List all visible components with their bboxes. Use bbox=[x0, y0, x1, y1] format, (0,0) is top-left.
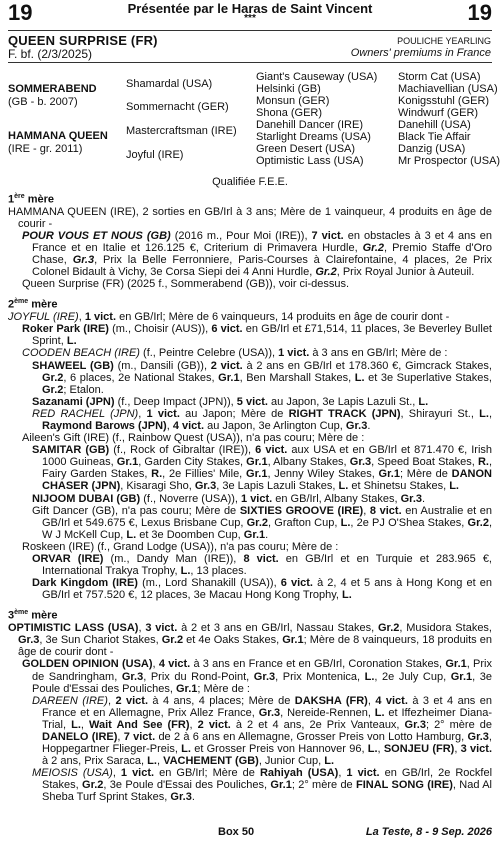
paragraph: SHAWEEL (GB) (m., Dansili (GB)), 2 vict. à 2 ans en GB/Irl et 178.360 €, Gimcrack Stakes, Gr.2, 6 places, 2e National Stakes, Gr.1, Ben Marshall Stakes, L. et 3e Superlative Stakes, Gr.2; Etalon. bbox=[32, 359, 492, 396]
ped-g3: Danehill Dancer (IRE) bbox=[256, 119, 363, 131]
dam-name: HAMMANA QUEEN bbox=[8, 130, 108, 142]
ped-g3: Helsinki (GB) bbox=[256, 83, 321, 95]
lot-number-right: 19 bbox=[467, 0, 492, 25]
ped-g3: Shona (GER) bbox=[256, 107, 323, 119]
section-second-dam: 2ème mère bbox=[8, 298, 58, 312]
paragraph: GOLDEN OPINION (USA), 4 vict. à 3 ans en France et en GB/Irl, Coronation Stakes, Gr.1, Prix de Sandringham, Gr.3, Prix du Rond-Point, Gr.3, Prix Montenica, L., 2e July Cup, Gr.1, 3e Poule d'Essai des Pouliches, Gr.1; Mère de : bbox=[22, 658, 493, 695]
ped-g2: Shamardal (USA) bbox=[126, 78, 213, 90]
sale-category: POULICHE YEARLING bbox=[397, 36, 491, 46]
sire-name: SOMMERABEND bbox=[8, 83, 97, 95]
ped-g2: Joyful (IRE) bbox=[126, 149, 184, 161]
ped-g2: Mastercraftsman (IRE) bbox=[126, 125, 237, 137]
ped-g4: Machiavellian (USA) bbox=[398, 83, 498, 95]
paragraph: Roskeen (IRE) (f., Grand Lodge (USA)), n'a pas couru; Mère de : bbox=[22, 540, 339, 553]
ped-g3: Giant's Causeway (USA) bbox=[256, 71, 378, 83]
consignor-title: Présentée par le Haras de Saint Vincent bbox=[127, 1, 373, 16]
qualification-note: Qualifiée F.E.E. bbox=[212, 176, 288, 188]
paragraph: JOYFUL (IRE), 1 vict. en GB/Irl; Mère de 6 vainqueurs, 14 produits en âge de courir dont - bbox=[8, 311, 450, 324]
paragraph: Dark Kingdom (IRE) (m., Lord Shanakill (USA)), 6 vict. à 2, 4 et 5 ans à Hong Kong et en GB/Irl et 757.520 €, 12 places, 3e Macau Hong Kong Trophy, L. bbox=[32, 577, 492, 602]
owners-premiums: Owners' premiums in France bbox=[350, 47, 491, 59]
section-first-dam: 1ère mère bbox=[8, 193, 54, 206]
ped-g3: Starlight Dreams (USA) bbox=[256, 131, 371, 143]
box-number: Box 50 bbox=[218, 826, 255, 838]
section-third-dam: 3ème mère bbox=[8, 609, 58, 623]
paragraph: OPTIMISTIC LASS (USA), 3 vict. à 2 et 3 ans en GB/Irl, Nassau Stakes, Gr.2, Musidora Stakes, Gr.3, 3e Sun Chariot Stakes, Gr.2 et 4e Oaks Stakes, Gr.1; Mère de 8 vainqueurs, 18 produits en âge de courir dont - bbox=[8, 622, 492, 659]
paragraph: RED RACHEL (JPN), 1 vict. au Japon; Mère de RIGHT TRACK (JPN), Shirayuri St., L., Raymond Barows (JPN), 4 vict. au Japon, 3e Arlington Cup, Gr.3. bbox=[32, 407, 492, 432]
paragraph: NIJOOM DUBAI (GB) (f., Noverre (USA)), 1 vict. en GB/Irl, Albany Stakes, Gr.3. bbox=[32, 492, 426, 505]
ped-g4: Mr Prospector (USA) bbox=[398, 155, 500, 167]
paragraph: Sazanami (JPN) (f., Deep Impact (JPN)), 5 vict. au Japon, 3e Lapis Lazuli St., L. bbox=[32, 395, 429, 408]
paragraph: ORVAR (IRE) (m., Dandy Man (IRE)), 8 vict. en GB/Irl et en Turquie et 283.965 €, International Trakya Trophy, L., 13 places. bbox=[32, 553, 492, 578]
pedigree-rule bbox=[8, 62, 492, 63]
ped-g3: Monsun (GER) bbox=[256, 95, 330, 107]
rating-stars: *** bbox=[244, 13, 256, 24]
ped-g4: Black Tie Affair bbox=[398, 131, 471, 143]
header-rule bbox=[8, 30, 492, 31]
horse-info: F. bf. (2/3/2025) bbox=[8, 47, 93, 61]
ped-g4: Konigsstuhl (GER) bbox=[398, 95, 490, 107]
dam-info: (IRE - gr. 2011) bbox=[8, 143, 83, 155]
lot-number-left: 19 bbox=[8, 0, 33, 25]
sire-info: (GB - b. 2007) bbox=[8, 96, 78, 108]
paragraph: DAREEN (IRE), 2 vict. à 4 ans, 4 places; Mère de DAKSHA (FR), 4 vict. à 3 et 4 ans en France et en Allemagne, Prix Allez France, Gr.3, Nereide-Rennen, L. et Iffezheimer Diana-Trial, L., Wait And See (FR), 2 vict. à 2 et 4 ans, 2e Prix Vanteaux, Gr.3; 2° mère de DANELO (IRE), 7 vict. de 2 à 6 ans en Allemagne, Grosser Preis von Lotto Hamburg, Gr.3, Hoppegartner Flieger-Preis, L. et Grosser Preis von Hannover 96, L., SONJEU (FR), 3 vict. à 2 ans, Prix Saraca, L., VACHEMENT (GB), Junior Cup, L. bbox=[32, 694, 493, 768]
ped-g4: Storm Cat (USA) bbox=[398, 71, 481, 83]
ped-g3: Optimistic Lass (USA) bbox=[256, 155, 364, 167]
paragraph: HAMMANA QUEEN (IRE), 2 sorties en GB/Irl à 3 ans; Mère de 1 vainqueur, 4 produits en âge de courir - bbox=[8, 205, 492, 230]
sale-venue-dates: La Teste, 8 - 9 Sep. 2026 bbox=[365, 826, 492, 838]
horse-name: QUEEN SURPRISE (FR) bbox=[8, 33, 158, 48]
ped-g4: Windwurf (GER) bbox=[398, 107, 479, 119]
paragraph: POUR VOUS ET NOUS (GB) (2016 m., Pour Moi (IRE)), 7 vict. en obstacles à 3 et 4 ans en France et en Italie et 126.125 €, Criterium di Primavera Hurdle, Gr.2, Premio Staffe d'Oro Chase, Gr.3, Prix la Belle Ferronniere, Paris-Courses à Clairefontaine, 4 places, 2e Prix Colonel Bidault à Vichy, 3e Corsa Siepi dei 4 Anni Hurdle, Gr.2, Prix Royal Junior à Auteuil. bbox=[22, 229, 493, 279]
ped-g4: Danzig (USA) bbox=[398, 143, 466, 155]
paragraph: SAMITAR (GB) (f., Rock of Gibraltar (IRE)), 6 vict. aux USA et en GB/Irl et 871.470 €, Irish 1000 Guineas, Gr.1, Garden City Stakes, Gr.1, Albany Stakes, Gr.3, Speed Boat Stakes, R., Fairy Garden Stakes, R., 2e Fillies' Mile, Gr.1, Jenny Wiley Stakes, Gr.1; Mère de DANON CHASER (JPN), Kisaragi Sho, Gr.3, 3e Lapis Lazuli Stakes, L. et Shinetsu Stakes, L. bbox=[32, 444, 492, 493]
ped-g4: Danehill (USA) bbox=[398, 119, 471, 131]
paragraph: MEIOSIS (USA), 1 vict. en GB/Irl; Mère de Rahiyah (USA), 1 vict. en GB/Irl, 2e Rockfel Stakes, Gr.2, 3e Poule d'Essai des Pouliches, Gr.1; 2° mère de FINAL SONG (IRE), Nad Al Sheba Turf Sprint Stakes, Gr.3. bbox=[32, 767, 493, 804]
paragraph: Queen Surprise (FR) (2025 f., Sommerabend (GB)), voir ci-dessus. bbox=[22, 278, 350, 291]
paragraph: Aileen's Gift (IRE) (f., Rainbow Quest (USA)), n'a pas couru; Mère de : bbox=[22, 432, 365, 445]
paragraph: Roker Park (IRE) (m., Choisir (AUS)), 6 vict. en GB/Irl et £71,514, 11 places, 3e Beverley Bullet Sprint, L. bbox=[22, 323, 492, 348]
ped-g2: Sommernacht (GER) bbox=[126, 101, 229, 113]
paragraph: COODEN BEACH (IRE) (f., Peintre Celebre (USA)), 1 vict. à 3 ans en GB/Irl; Mère de : bbox=[22, 347, 448, 360]
catalogue-body bbox=[8, 191, 492, 804]
ped-g3: Green Desert (USA) bbox=[256, 143, 356, 155]
paragraph: Gift Dancer (GB), n'a pas couru; Mère de SIXTIES GROOVE (IRE), 8 vict. en Australie et en GB/Irl et 549.675 €, Lexus Brisbane Cup, Gr.2, Grafton Cup, L., 2e PJ O'Shea Stakes, Gr.2, W J McKell Cup, L. et 3e Doomben Cup, Gr.1. bbox=[32, 504, 492, 541]
